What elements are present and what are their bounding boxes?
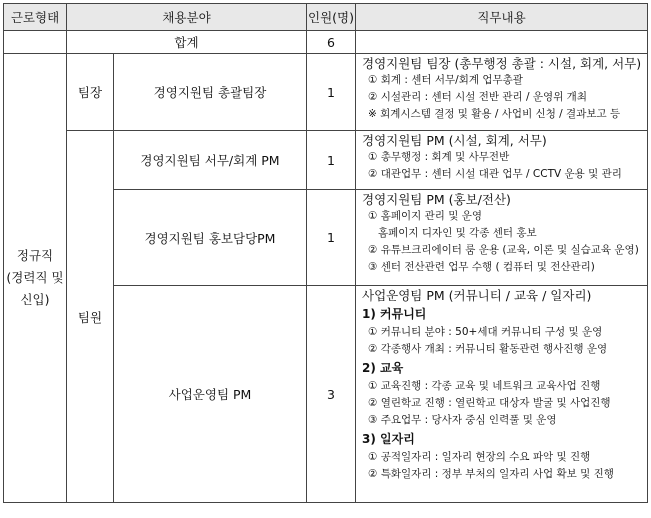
table-row: [4, 54, 648, 131]
total-label: 합계: [67, 31, 307, 54]
duty-cell: [356, 54, 648, 131]
duty-line: ② 각종행사 개최 : 커뮤니티 활동관련 행사진행 운영: [368, 343, 608, 355]
table-header-row: [4, 4, 648, 31]
duty-cell: [356, 286, 648, 503]
header-field: 채용분야: [67, 4, 307, 31]
duty-line: ① 홈페이지 관리 및 운영: [368, 210, 483, 222]
count-cell: 1: [307, 131, 356, 190]
duty-line: ① 총무행정 : 회계 및 사무전반: [368, 151, 510, 163]
duty-line: ① 커뮤니티 분야 : 50+세대 커뮤니티 구성 및 운영: [368, 326, 603, 338]
total-count: 6: [307, 31, 356, 54]
duty-line: 홈페이지 디자인 및 각종 센터 홍보: [378, 227, 537, 239]
section-heading: 3) 일자리: [362, 432, 415, 446]
duty-cell: [356, 190, 648, 286]
employment-type-line: (경력직 및: [6, 270, 64, 285]
header-duty: 직무내용: [356, 4, 648, 31]
table-row: [4, 131, 648, 190]
duty-title: 경영지원팀 PM (홍보/전산): [362, 192, 511, 207]
recruitment-table: [3, 3, 648, 503]
duty-cell: [356, 131, 648, 190]
duty-line: ③ 주요업무 : 당사자 중심 인력풀 및 운영: [368, 414, 557, 426]
duty-line: ② 유튜브크리에이터 룸 운용 (교육, 이론 및 실습교육 운영): [368, 244, 639, 256]
field-cell: 경영지원팀 홍보담당PM: [114, 190, 307, 286]
position-team-member: 팀원: [67, 131, 114, 503]
duty-line: ② 대관업무 : 센터 시설 대관 업무 / CCTV 운용 및 관리: [368, 168, 622, 180]
duty-line: ② 열린학교 진행 : 열린학교 대상자 발굴 및 사업진행: [368, 397, 611, 409]
employment-type-line: 신입): [20, 292, 50, 307]
field-cell: 사업운영팀 PM: [114, 286, 307, 503]
header-employment-type: 근로형태: [4, 4, 67, 31]
duty-line: ① 공적일자리 : 일자리 현장의 수요 파악 및 진행: [368, 451, 591, 463]
duty-title: 사업운영팀 PM (커뮤니티 / 교육 / 일자리): [362, 288, 592, 303]
field-cell: 경영지원팀 총괄팀장: [114, 54, 307, 131]
duty-title: 경영지원팀 팀장 (총무행정 총괄 : 시설, 회계, 서무): [362, 56, 642, 71]
count-cell: 1: [307, 54, 356, 131]
duty-line: ② 시설관리 : 센터 시설 전반 관리 / 운영위 개최: [368, 91, 587, 103]
count-cell: 1: [307, 190, 356, 286]
header-count: 인원(명): [307, 4, 356, 31]
count-cell: 3: [307, 286, 356, 503]
employment-type-line: 정규직: [16, 248, 54, 263]
employment-type-cell: [4, 54, 67, 503]
total-duty-empty: [356, 31, 648, 54]
field-cell: 경영지원팀 서무/회계 PM: [114, 131, 307, 190]
total-row: [4, 31, 648, 54]
total-empty-cell: [4, 31, 67, 54]
duty-line: ② 특화일자리 : 정부 부처의 일자리 사업 확보 및 진행: [368, 468, 614, 480]
section-heading: 1) 커뮤니티: [362, 307, 427, 321]
section-heading: 2) 교육: [362, 361, 404, 375]
position-team-leader: 팀장: [67, 54, 114, 131]
duty-line: ③ 센터 전산관련 업무 수행 ( 컴퓨터 및 전산관리): [368, 261, 595, 273]
duty-line: ① 교육진행 : 각종 교육 및 네트워크 교육사업 진행: [368, 380, 601, 392]
duty-line: ① 회계 : 센터 서무/회계 업무총괄: [368, 74, 523, 86]
duty-line: ※ 회계시스템 결정 및 활용 / 사업비 신청 / 결과보고 등: [368, 108, 621, 120]
duty-title: 경영지원팀 PM (시설, 회계, 서무): [362, 133, 547, 148]
